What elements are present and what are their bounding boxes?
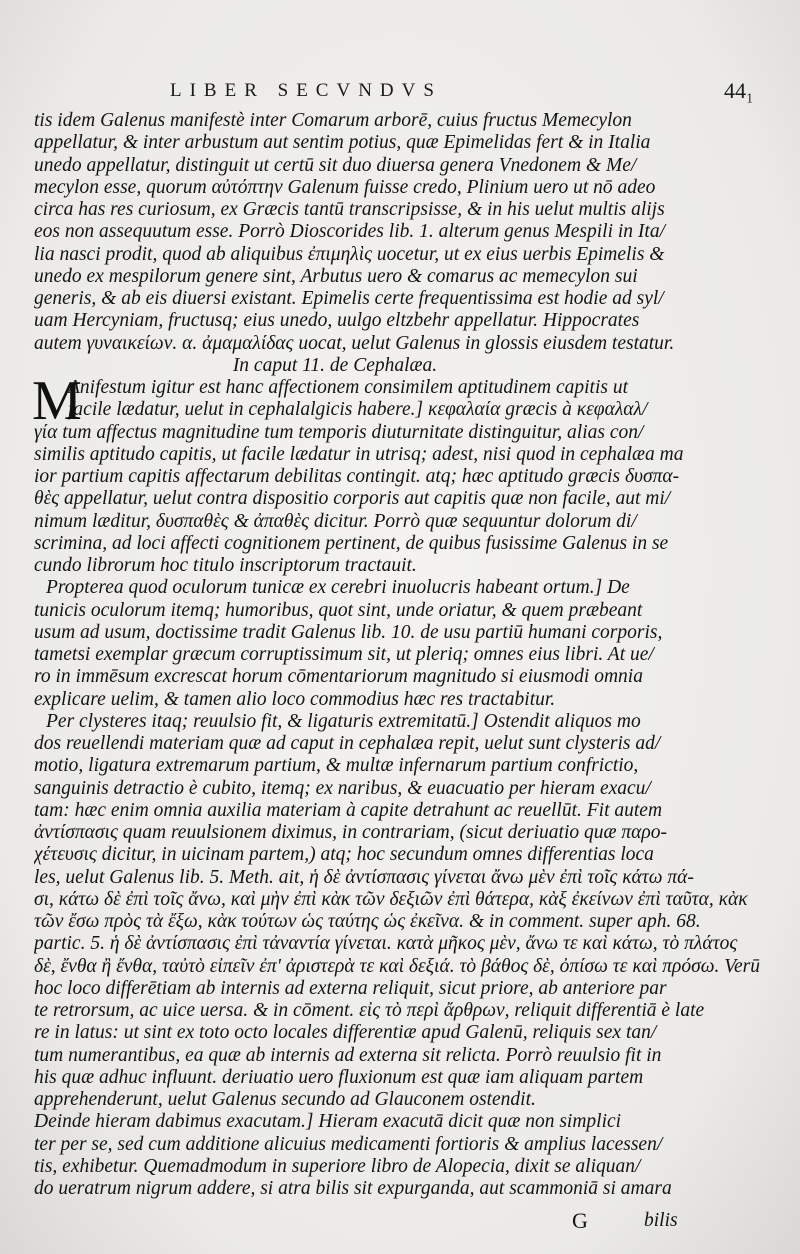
paragraph-hieram bbox=[34, 1111, 786, 1200]
paragraph-oculorum bbox=[34, 577, 786, 711]
body-text bbox=[34, 110, 786, 1200]
text-line: scrimina, ad loci affecti cognitionem pertinent, de quibus fusissime Galenus in se bbox=[34, 532, 669, 554]
text-line: autem γυναικείων. α. ἀμαμαλίδας uocat, uelut Galenus in glossis eiusdem testatur. bbox=[34, 332, 675, 354]
text-line: cundo librorum hoc titulo inscriptorum tractauit. bbox=[34, 555, 417, 576]
text-line: motio, ligatura extremarum partium, & multæ infernarum partium confrictio, bbox=[34, 755, 639, 777]
page-header bbox=[0, 78, 800, 110]
text-line: partic. 5. ἡ δὲ ἀντίσπασις ἐπὶ τἀναντία γίνεται. κατὰ μῆκος μὲν, ἄνω τε καὶ κάτω, τὸ πλάτος bbox=[34, 933, 738, 955]
text-line: σι, κάτω δὲ ἐπὶ τοῖς ἄνω, καὶ μὴν ἐπὶ κὰκ τῶν δεξιῶν ἐπὶ θάτερα, κὰξ ἐκείνων ἐπὶ ταῦτα, κὰκ bbox=[34, 888, 748, 910]
text-line: explicare uelim, & tamen alio loco commodius hæc res tractabitur. bbox=[34, 688, 556, 710]
text-line: Propterea quod oculorum tunicæ ex cerebri inuolucris habeant ortum.] De bbox=[46, 577, 630, 599]
text-line: γία tum affectus magnitudine tum temporis diuturnitate distinguitur, alias con/ bbox=[34, 421, 644, 443]
text-line: re in latus: ut sint ex toto octo locales differentiæ apud Galenū, reliquis sex tan/ bbox=[34, 1022, 657, 1044]
running-head: LIBER SECVNDVS bbox=[170, 80, 442, 101]
text-line: eos non assequutum esse. Porrò Dioscorides lib. 1. alterum genus Mespili in Ita/ bbox=[34, 221, 665, 243]
text-line: mecylon esse, quorum αὐτόπτην Galenum fuisse credo, Plinium uero ut nō adeo bbox=[34, 176, 656, 198]
text-line: Deinde hieram dabimus exacutam.] Hieram exacutā dicit quæ non simplici bbox=[34, 1111, 622, 1133]
text-line: unedo appellatur, distinguit ut certū sit duo diuersa genera Vnedonem & Me/ bbox=[34, 154, 637, 176]
text-line: tam: hæc enim omnia auxilia materiam à capite detrahunt ac reuellūt. Fit autem bbox=[34, 799, 663, 821]
text-line: tis idem Galenus manifestè inter Comarum arborē, cuius fructus Memecylon bbox=[34, 110, 632, 131]
text-line: les, uelut Galenus lib. 5. Meth. ait, ἡ δὲ ἀντίσπασις γίνεται ἄνω μὲν ἐπὶ τοῖς κάτω πά- bbox=[34, 866, 694, 888]
text-line: τῶν ἔσω πρὸς τὰ ἔξω, κὰκ τούτων ὡς ταύτης ὡς ἐκεῖνα. & in comment. super aph. 68. bbox=[34, 911, 701, 932]
text-line: nimum læditur, δυσπαθὲς & ἀπαθὲς dicitur. Porrò quæ sequuntur dolorum di/ bbox=[34, 510, 637, 532]
catchword: bilis bbox=[644, 1210, 678, 1231]
text-line: Per clysteres itaq; reuulsio fit, & ligaturis extremitatū.] Ostendit aliquos mo bbox=[46, 710, 641, 732]
folio-number: 44₁ bbox=[724, 78, 754, 103]
text-line: facile lædatur, uelut in cephalalgicis habere.] κεφαλαία græcis à κεφαλαλ/ bbox=[68, 399, 648, 421]
text-line: dos reuellendi materiam quæ ad caput in cephalæa repit, uelut sunt clysteris ad/ bbox=[34, 733, 661, 754]
text-line: circa has res curiosum, ex Græcis tantū transcripsisse, & in his uelut multis alijs bbox=[34, 199, 665, 220]
page-footer bbox=[0, 1208, 800, 1238]
text-line: ter per se, sed cum additione alicuius medicamenti fortioris & amplius lacessen/ bbox=[34, 1133, 663, 1155]
text-line: apprehenderunt, uelut Galenus secundo ad Glauconem ostendit. bbox=[34, 1089, 536, 1110]
text-line: tis, exhibetur. Quemadmodum in superiore libro de Alopecia, dixit se aliquan/ bbox=[34, 1155, 641, 1177]
text-line: ro in immēsum excrescat horum cōmentariorum magnitudo si eiusmodi omnia bbox=[34, 666, 643, 688]
paragraph-cephalaea-cont bbox=[34, 422, 786, 578]
text-line: similis aptitudo capitis, ut facile lædatur in utrisq; adest, nisi quod in cephalæa ma bbox=[34, 443, 684, 465]
text-line: tum numerantibus, ea quæ ab internis ad externa sit relicta. Porrò reuulsio fit in bbox=[34, 1044, 662, 1066]
text-line: appellatur, & inter arbustum aut sentim potius, quæ Epimelidas fert & in Italia bbox=[34, 132, 651, 154]
text-line: ἀντίσπασις quam reuulsionem diximus, in contrariam, (sicut deriuatio quæ παρο- bbox=[34, 822, 668, 843]
text-line: unedo ex mespilorum genere sint, Arbutus uero & comarus ac memecylon sui bbox=[34, 265, 638, 287]
signature-mark: G bbox=[572, 1208, 588, 1233]
text-line: usum ad usum, doctissime tradit Galenus lib. 10. de usu partiū humani corporis, bbox=[34, 621, 663, 643]
text-line: his quæ adhuc influunt. deriuatio uero fluxionum est quæ iam aliquam partem bbox=[34, 1066, 644, 1088]
text-line: θὲς appellatur, uelut contra dispositio corporis aut capitis quæ non facile, aut mi/ bbox=[34, 488, 671, 510]
text-line: do ueratrum nigrum addere, si atra bilis sit expurganda, aut scammoniā si amara bbox=[34, 1178, 672, 1199]
text-line: te retrorsum, ac uice uersa. & in cōment. εἰς τὸ περὶ ἄρθρων, reliquit differentiā è late bbox=[34, 1000, 705, 1021]
text-line: sanguinis detractio è cubito, itemq; ex naribus, & euacuatio per hieram exacu/ bbox=[34, 777, 651, 799]
chapter-heading: In caput 11. de Cephalæa. bbox=[232, 354, 438, 376]
drop-cap-initial: M bbox=[32, 370, 82, 432]
text-line: tametsi exemplar græcum corruptissimum sit, ut pleriq; omnes eius libri. At ue/ bbox=[34, 644, 654, 665]
text-line: tunicis oculorum itemq; humoribus, quot sint, unde oriatur, & quem præbeant bbox=[34, 599, 643, 621]
text-line: χέτευσις dicitur, in uicinam partem,) atq; hoc secundum omnes differentias loca bbox=[34, 844, 654, 866]
text-line: Anifestum igitur est hanc affectionem consimilem aptitudinem capitis ut bbox=[68, 377, 629, 398]
text-line: hoc loco differētiam ab internis ad externa reliquit, sicut priore, ab anteriore par bbox=[34, 977, 667, 999]
text-line: uam Hercyniam, fructusq; eius unedo, uulgo eltzbehr appellatur. Hippocrates bbox=[34, 310, 640, 332]
opening-paragraph bbox=[34, 110, 786, 355]
text-line: ior partium capitis affectarum debilitas contingit. atq; hæc aptitudo græcis δυσπα- bbox=[34, 466, 680, 487]
text-line: lia nasci prodit, quod ab aliquibus ἐπιμηλὶς uocetur, ut ex eius uerbis Epimelis & bbox=[34, 243, 665, 265]
text-line: generis, & ab eis diuersi existant. Epimelis certe frequentissima est hodie ad syl/ bbox=[34, 288, 664, 309]
text-line: δὲ, ἔνθα ἢ ἔνθα, ταὐτὸ εἰπεῖν ἐπ' ἀριστερὰ τε καὶ δεξιά. τὸ βάθος δὲ, ὀπίσω τε καὶ πρόσω. Verū bbox=[34, 955, 760, 977]
paragraph-clysteres bbox=[34, 711, 786, 1112]
